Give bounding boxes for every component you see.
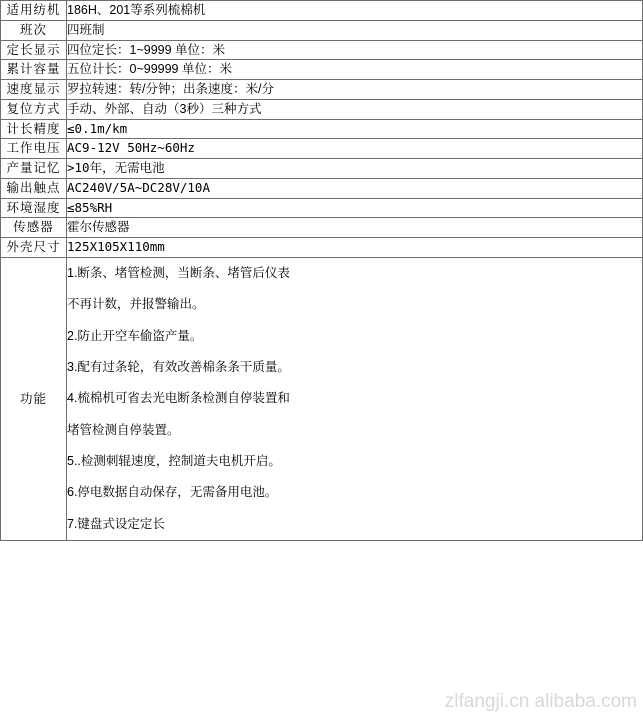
function-line: 不再计数，并报警输出。: [67, 297, 205, 312]
function-line: 3.配有过条轮，有效改善棉条条干质量。: [67, 359, 290, 374]
table-row: [1, 178, 643, 198]
function-line: 4.梳棉机可省去光电断条检测自停装置和: [67, 391, 290, 406]
function-line: 2.防止开空车偷盗产量。: [67, 328, 203, 343]
row-label: 班次: [1, 20, 67, 40]
function-line: 堵管检测自停装置。: [67, 422, 180, 437]
row-label: 计长精度: [1, 119, 67, 139]
row-label: 累计容量: [1, 60, 67, 80]
function-line: 1.断条、堵管检测，当断条、堵管后仪表: [67, 265, 290, 280]
row-label: 外壳尺寸: [1, 238, 67, 258]
row-label: 传感器: [1, 218, 67, 238]
table-row: [1, 99, 643, 119]
table-row: [1, 218, 643, 238]
watermark: zlfangji.cn alibaba.com: [444, 691, 637, 712]
row-value: ≤0.1m/km: [67, 119, 643, 139]
row-value: 手动、外部、自动（3秒）三种方式: [67, 99, 643, 119]
row-value: AC9-12V 50Hz~60Hz: [67, 139, 643, 159]
table-row: [1, 40, 643, 60]
row-label: 复位方式: [1, 99, 67, 119]
row-label: 适用纺机: [1, 1, 67, 21]
row-value: >10年，无需电池: [67, 159, 643, 179]
table-row: [1, 159, 643, 179]
row-value: 186H、201等系列梳棉机: [67, 1, 643, 21]
row-label: 定长显示: [1, 40, 67, 60]
row-label: 速度显示: [1, 80, 67, 100]
row-label: 工作电压: [1, 139, 67, 159]
function-value: [67, 257, 643, 540]
table-row: [1, 238, 643, 258]
row-value: 罗拉转速：转/分钟；出条速度：米/分: [67, 80, 643, 100]
row-label: 输出触点: [1, 178, 67, 198]
table-row: [1, 198, 643, 218]
row-label: 环境湿度: [1, 198, 67, 218]
function-row: [1, 257, 643, 540]
table-row: [1, 80, 643, 100]
function-line: 5..检测刺辊速度，控制道夫电机开启。: [67, 454, 281, 468]
table-row: [1, 139, 643, 159]
table-row: [1, 119, 643, 139]
function-line: 6.停电数据自动保存，无需备用电池。: [67, 485, 278, 500]
table-row: [1, 20, 643, 40]
row-value: 霍尔传感器: [67, 218, 643, 238]
row-label: 产量记忆: [1, 159, 67, 179]
table-row: [1, 1, 643, 21]
spec-table-body: [1, 1, 643, 541]
row-value: 四班制: [67, 20, 643, 40]
row-value: 五位计长：0~99999 单位：米: [67, 60, 643, 80]
row-value: ≤85%RH: [67, 198, 643, 218]
row-value: 四位定长：1~9999 单位：米: [67, 40, 643, 60]
function-label: 功能: [1, 257, 67, 540]
row-value: AC240V/5A~DC28V/10A: [67, 178, 643, 198]
function-line: 7.键盘式设定定长: [67, 516, 165, 531]
row-value: 125X105X110mm: [67, 238, 643, 258]
table-row: [1, 60, 643, 80]
